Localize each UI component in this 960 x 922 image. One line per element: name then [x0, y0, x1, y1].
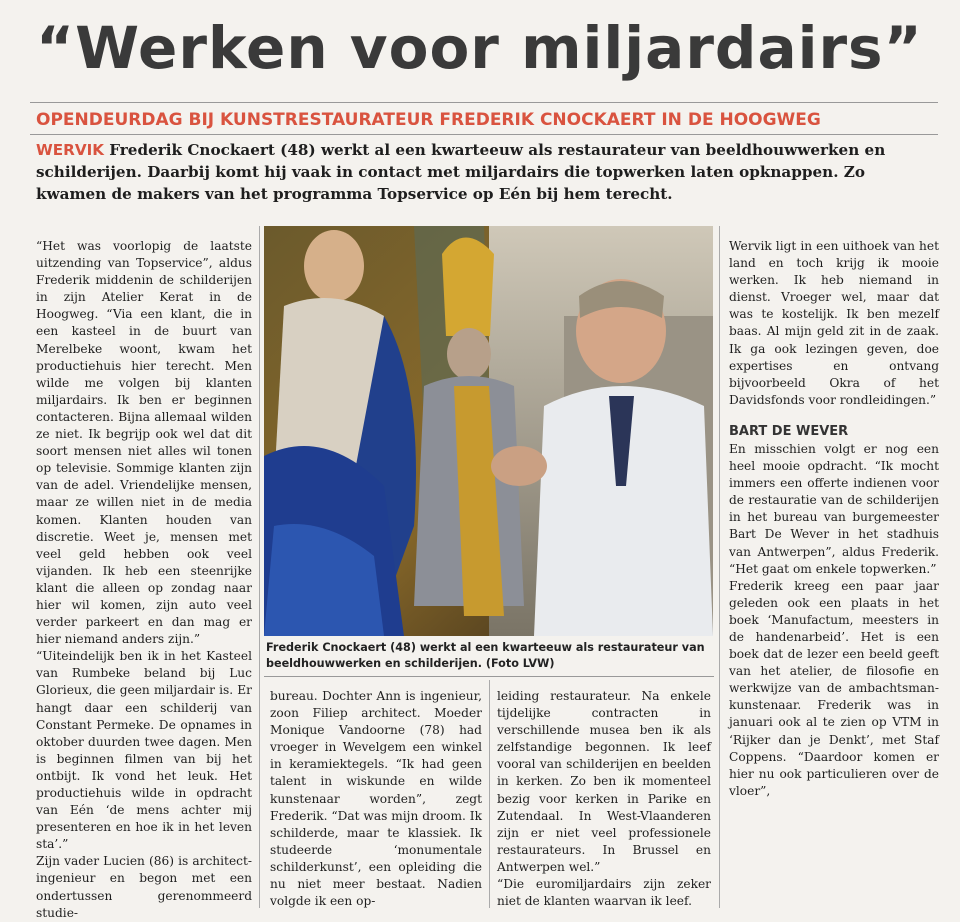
- column-4: [729, 238, 939, 798]
- photo-caption: Frederik Cnockaert (48) werkt al een kwarteeuw als restaurateur van beeldhouwwerken en schilderijen. (Foto LVW): [266, 641, 705, 670]
- article-photo: [264, 226, 713, 636]
- headline: “Werken voor miljardairs”: [36, 14, 923, 82]
- column-1: [36, 238, 252, 920]
- lede: [36, 139, 932, 205]
- caption-rule: [264, 676, 714, 677]
- subhead-rule: [30, 134, 938, 135]
- lede-text: Frederik Cnockaert (48) werkt al een kwarteeuw als restaurateur van beeldhouwwerken en schilderijen. Daarbij komt hij vaak in contact met miljardairs die topwerken laten opknappen. Zo kwamen de makers van het programma Topservice op Eén bij hem terecht.: [36, 141, 886, 203]
- col3-paragraph-2: “Die euromiljardairs zijn zeker niet de klanten waarvan ik leef.: [497, 877, 711, 909]
- col4-paragraph-3: Frederik kreeg een paar jaar geleden ook een plaats in het boek ‘Manufactum, meesters in de handenarbeid’. Het is een boek dat de lezer een beeld geeft van het atelier, de filosofie en werkwijze van de ambachtsman-kunstenaar. Frederik was in januari ook al te zien op VTM in ‘Rijker dan je Denkt’, met Staf Coppens. “Daardoor komen er hier nu ook particulieren over de vloer”,: [729, 578, 939, 798]
- col4-paragraph-1: Wervik ligt in een uithoek van het land en toch krijg ik mooie werken. Ik heb niemand in dienst. Vroeger wel, maar dat was te kostelijk. Ik ben mezelf baas. Al mijn geld zit in de zaak. Ik ga ook lezingen geven, doe expertises en ontvang bijvoorbeeld Okra of het Davidsfonds voor rondleidingen.”: [729, 239, 939, 407]
- column-divider-2: [489, 680, 490, 908]
- column-2: [270, 688, 482, 908]
- subheadline: OPENDEURDAG BIJ KUNSTRESTAURATEUR FREDERIK CNOCKAERT IN DE HOOGWEG: [36, 110, 821, 130]
- col1-paragraph-3: Zijn vader Lucien (86) is architect-ingenieur en begon met een ondertussen gerenommeerd studie-: [36, 854, 252, 920]
- section-heading: BART DE WEVER: [729, 423, 849, 439]
- lede-place: WERVIK: [36, 141, 104, 159]
- col4-paragraph-2: En misschien volgt er nog een heel mooie opdracht. “Ik mocht immers een offerte indienen voor de restauratie van de schilderijen in het bureau van burgemeester Bart De Wever in het stadhuis van Antwerpen”, aldus Frederik. “Het gaat om enkele topwerken.”: [729, 441, 939, 576]
- col3-paragraph-1: leiding restaurateur. Na enkele tijdelijke contracten in verschillende musea ben ik als zelfstandige begonnen. Ik leef vooral van schilderijen en beelden in kerken. Zo ben ik momenteel bezig voor kerken in Parike en Zutendaal. In West-Vlaanderen zijn er niet veel professionele restaurateurs. In Brussel en Antwerpen wel.”: [497, 689, 711, 874]
- col2-paragraph-1: bureau. Dochter Ann is ingenieur, zoon Filiep architect. Moeder Monique Vandoorne (78) had vroeger in Wevelgem een winkel in keramiektegels. “Ik had geen talent in wiskunde en wilde kunstenaar worden”, zegt Frederik. “Dat was mijn droom. Ik schilderde, maar te klassiek. Ik studeerde ‘monumentale schilderkunst’, een opleiding die nu niet meer bestaat. Nadien volgde ik een op-: [270, 689, 482, 909]
- photo-illustration: [264, 226, 713, 636]
- column-3: [497, 688, 711, 908]
- col1-paragraph-1: “Het was voorlopig de laatste uitzending van Topservice”, aldus Frederik middenin de schilderijen in zijn Atelier Kerat in de Hoogweg. “Via een klant, die in een kasteel in de buurt van Merelbeke woont, kwam het productiehuis hier terecht. Men wilde me volgen bij klanten miljardairs. Ik ben er beginnen contacteren. Bijna allemaal wilden ze niet. Ik begrijp ook wel dat dit soort mensen niet alles wil tonen op televisie. Sommige klanten zijn van de adel. Vriendelijke mensen, maar ze willen niet in de media komen. Klanten houden van discretie. Weet je, mensen met veel geld hebben ook veel vijanden. Ik heb een steenrijke klant die alleen op zondag naar hier wil komen, zijn auto veel verder parkeert en dan mag er hier niemand anders zijn.”: [36, 239, 252, 647]
- col1-paragraph-2: “Uiteindelijk ben ik in het Kasteel van Rumbeke beland bij Luc Glorieux, die geen miljardair is. Er hangt daar een schilderij van Constant Permeke. De opnames in oktober duurden twee dagen. Men is beginnen filmen van bij het ontbijt. Ik vond het leuk. Het productiehuis wilde in opdracht van Eén ‘de mens achter mij presenteren en hoe ik in het leven sta’.”: [36, 649, 252, 852]
- column-divider-3: [719, 226, 720, 908]
- top-rule: [30, 102, 938, 103]
- column-divider-1: [259, 226, 260, 908]
